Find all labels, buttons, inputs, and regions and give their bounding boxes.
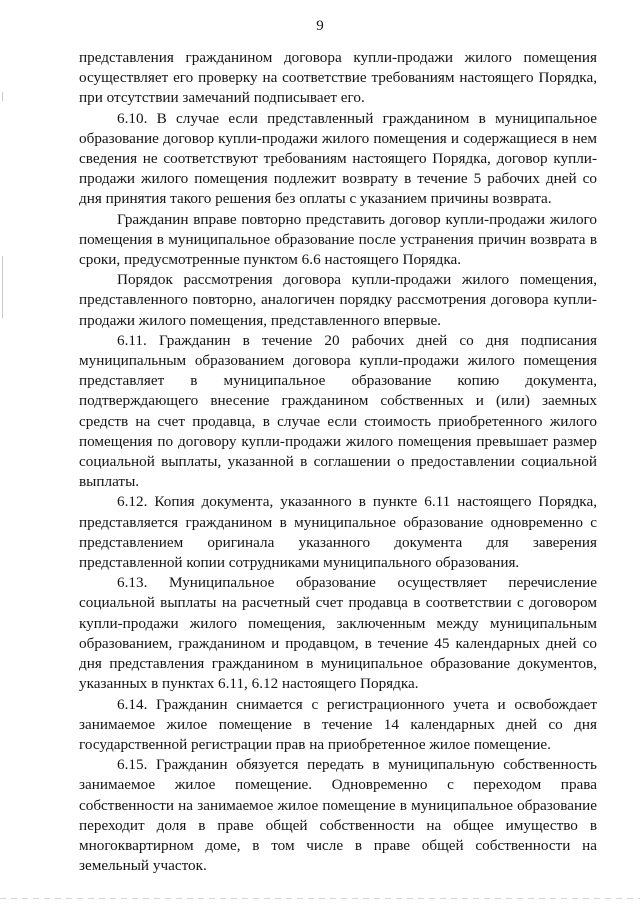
paragraph-6-10: 6.10. В случае если представленный гражданином в муниципальное образование договор купли-продажи жилого помещения и содержащиеся в нем сведения не соответствуют требованиям настоящего Порядка, договор купли-продажи жилого помещения подлежит возврату в течение 5 рабочих дней со дня принятия такого решения без оплаты с указанием причины возврата.	[79, 109, 597, 208]
paragraph-6-14: 6.14. Гражданин снимается с регистрационного учета и освобождает занимаемое жилое помещение в течение 14 календарных дней со дня государственной регистрации прав на приобретенное жилое помещение.	[79, 695, 597, 753]
paragraph-6-11: 6.11. Гражданин в течение 20 рабочих дней со дня подписания муниципальным образованием договора купли-продажи жилого помещения представляет в муниципальное образование копию документа, подтверждающего внесение гражданином собственных и (или) заемных средств на счет продавца, в случае если стоимость приобретенного жилого помещения по договору купли-продажи жилого помещения превышает размер социальной выплаты, указанной в соглашении о предоставлении социальной выплаты.	[79, 331, 597, 491]
paragraph-resubmission: Гражданин вправе повторно представить договор купли-продажи жилого помещения в муниципальное образование после устранения причин возврата в сроки, предусмотренные пунктом 6.6 настоящего Порядка.	[79, 210, 597, 269]
scan-footer-line	[0, 898, 640, 899]
paragraph-6-15: 6.15. Гражданин обязуется передать в муниципальную собственность занимаемое жилое помещение. Одновременно с переходом права собственности на занимаемое жилое помещение в муниципальное образование переходит доля в праве общей собственности на общее имущество в многоквартирном доме, в том числе в праве общей собственности на земельный участок.	[79, 756, 597, 875]
scan-margin-mark	[2, 92, 3, 101]
paragraph-6-12: 6.12. Копия документа, указанного в пункте 6.11 настоящего Порядка, представляется гражданином в муниципальное образование одновременно с представлением оригинала указанного документа для заверения представленной копии сотрудниками муниципального образования.	[79, 493, 597, 572]
page-number: 9	[316, 18, 324, 34]
scan-margin-mark	[2, 256, 3, 318]
paragraph-review-order: Порядок рассмотрения договора купли-продажи жилого помещения, представленного повторно, аналогичен порядку рассмотрения договора купли-продажи жилого помещения, представленного впервые.	[79, 271, 597, 329]
paragraph-6-13: 6.13. Муниципальное образование осуществляет перечисление социальной выплаты на расчетный счет продавца в соответствии с договором купли-продажи жилого помещения, заключенным между муниципальным образованием, гражданином и продавцом, в течение 45 календарных дней со дня представления гражданином в муниципальное образование документов, указанных в пунктах 6.11, 6.12 настоящего Порядка.	[79, 574, 597, 693]
document-body	[79, 48, 597, 876]
paragraph-continuation: представления гражданином договора купли-продажи жилого помещения осуществляет его проверку на соответствие требованиям настоящего Порядка, при отсутствии замечаний подписывает его.	[79, 49, 597, 107]
